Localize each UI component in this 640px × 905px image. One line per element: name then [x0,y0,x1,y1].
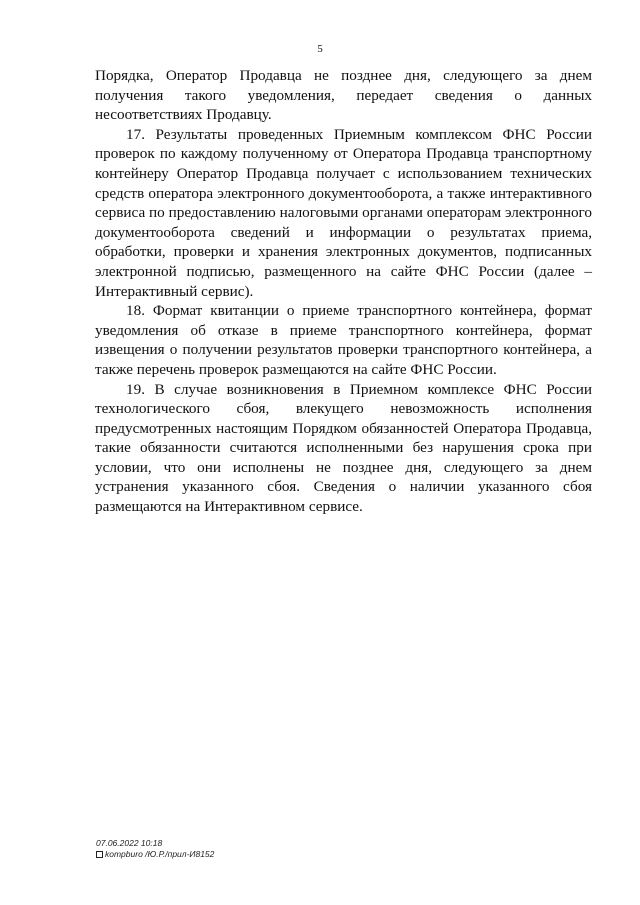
paragraph-continuation: Порядка, Оператор Продавца не позднее дня, следующего за днем получения такого уведомления, передает сведения о данных несоответствиях Продавцу. [95,67,592,124]
document-footer [96,838,214,860]
page-number: 5 [317,43,323,55]
footer-path: kompburo /Ю.Р./прил-И8152 [105,849,215,859]
footer-path-line [96,849,214,860]
document-stamp-icon [96,851,103,858]
paragraph-17: 17. Результаты проведенных Приемным комплексом ФНС России проверок по каждому полученному от Оператора Продавца транспортному контейнеру Оператор Продавца получает с использованием технических средств оператора электронного документооборота, а также интерактивного сервиса по предоставлению налоговыми органами операторам электронного документооборота сведений и информации о результатах приема, обработки, проверки и хранения электронных документов, подписанных электронной подписью, размещенного на сайте ФНС России (далее – Интерактивный сервис). [95,125,592,300]
paragraph-19: 19. В случае возникновения в Приемном комплексе ФНС России технологического сбоя, влекущего невозможность исполнения предусмотренных настоящим Порядком обязанностей Оператора Продавца, такие обязанности считаются исполненными без нарушения срока при условии, что они исполнены не позднее дня, следующего за днем устранения указанного сбоя. Сведения о наличии указанного сбоя размещаются на Интерактивном сервисе. [95,380,592,516]
document-body [95,66,592,517]
paragraph-18: 18. Формат квитанции о приеме транспортного контейнера, формат уведомления об отказе в приеме транспортного контейнера, формат извещения о получении результатов проверки транспортного контейнера, а также перечень проверок размещаются на сайте ФНС России. [95,302,592,378]
footer-timestamp: 07.06.2022 10:18 [96,838,163,848]
